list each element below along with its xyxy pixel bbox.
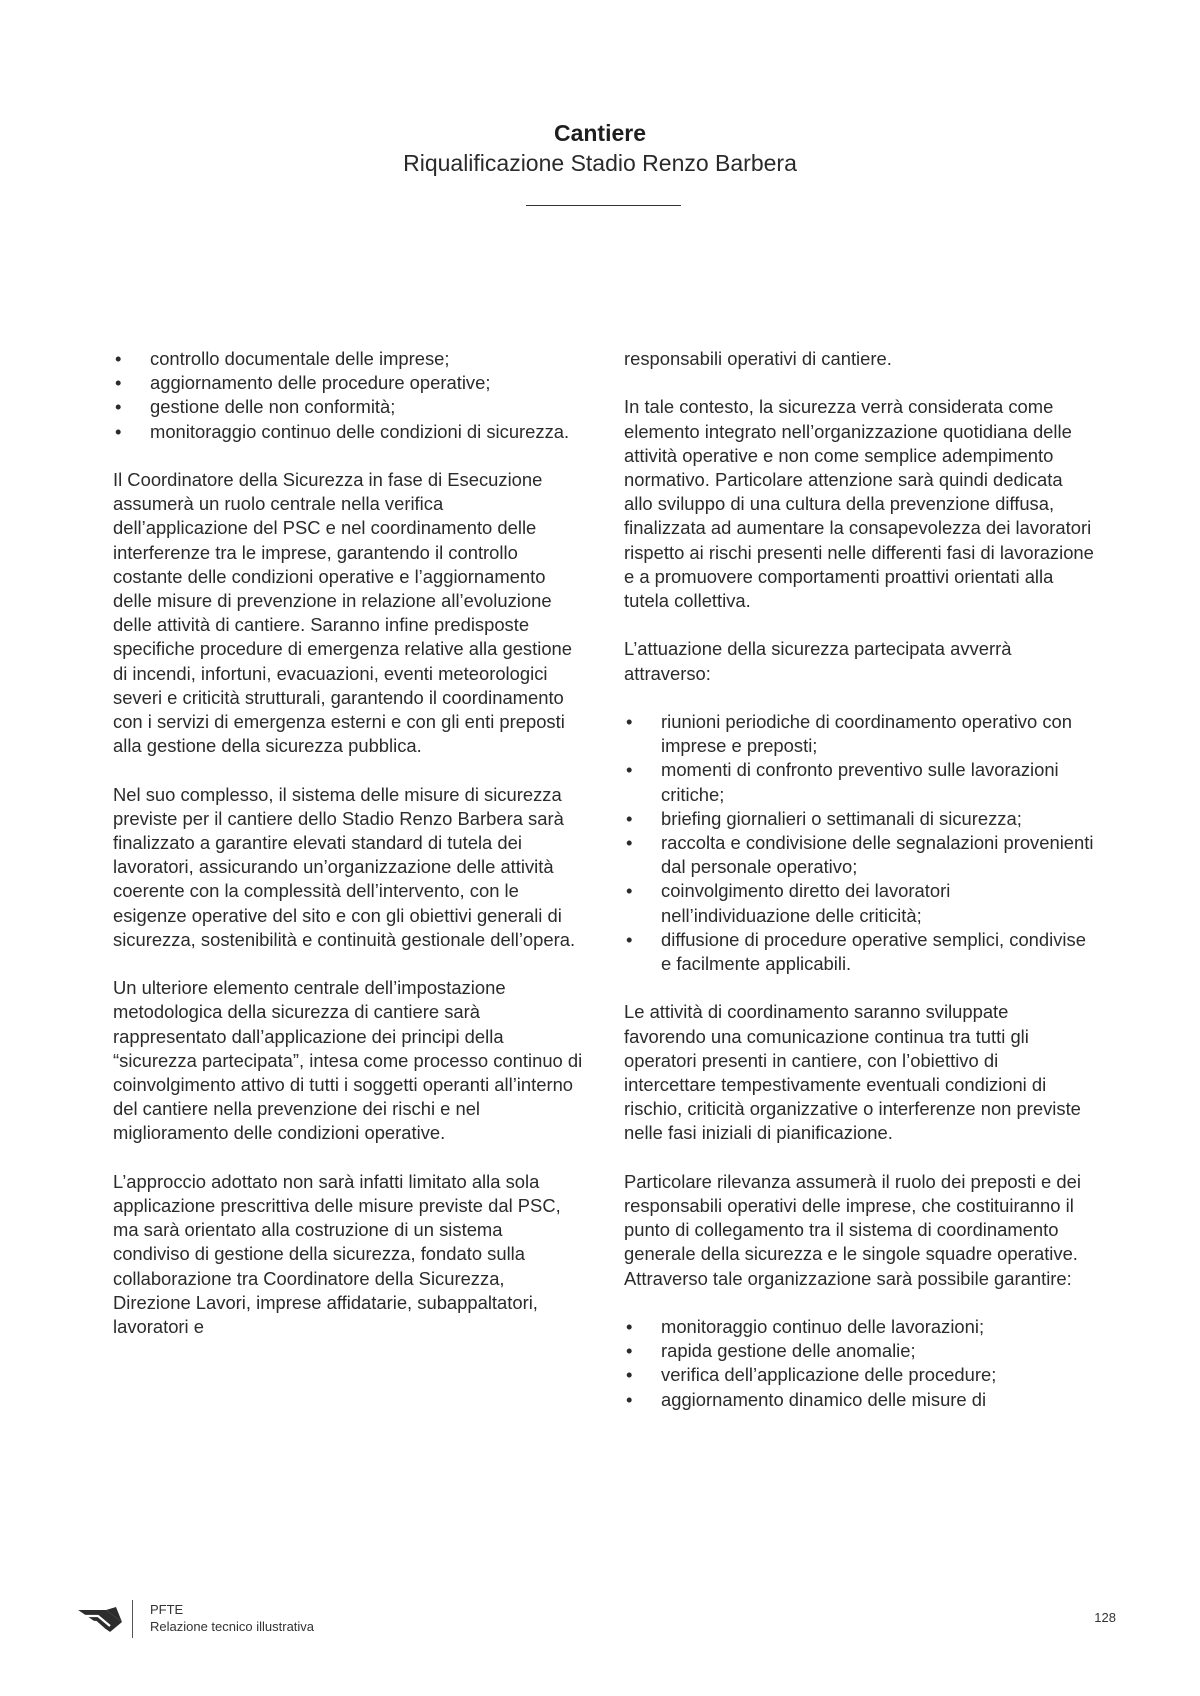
paragraph-coordination: Le attività di coordinamento saranno sviluppate favorendo una comunicazione continua tra tutti gli operatori presenti in cantiere, con l’obiettivo di intercettare tempestivamente eventuali condizioni di rischio, criticità organizzative o interferenze non previste nelle fasi iniziali di pianificazione.	[624, 1001, 1081, 1144]
paragraph-approach: L’approccio adottato non sarà infatti limitato alla sola applicazione prescrittiva delle misure previste dal PSC, ma sarà orientato alla costruzione di un sistema condiviso di gestione della sicurezza, fondato sulla collaborazione tra Coordinatore della Sicurezza, Direzione Lavori, imprese affidatarie, subappaltatori, lavoratori e	[113, 1170, 561, 1338]
list-item: • raccolta e condivisione delle segnalazioni provenienti dal personale operativo;	[624, 831, 1094, 879]
footer-document-label	[150, 1601, 314, 1635]
bullet-list-checks	[113, 347, 583, 444]
paragraph-context: In tale contesto, la sicurezza verrà considerata come elemento integrato nell’organizzazione quotidiana delle attività operative e non come semplice adempimento normativo. Particolare attenzione sarà quindi dedicata allo sviluppo di una cultura della prevenzione diffusa, finalizzata ad aumentare la consapevolezza dei lavoratori rispetto ai rischi presenti nelle differenti fasi di lavorazione e a promuovere comportamenti proattivi orientati alla tutela collettiva.	[624, 396, 1094, 612]
page-number: 128	[1094, 1610, 1116, 1625]
list-item: • coinvolgimento diretto dei lavoratori nell’individuazione delle criticità;	[624, 879, 1094, 927]
wing-logo-icon	[76, 1602, 124, 1636]
page-footer	[76, 1600, 1136, 1640]
left-column	[113, 347, 583, 1363]
footer-line-1: PFTE	[150, 1602, 184, 1617]
list-item: • riunioni periodiche di coordinamento operativo con imprese e preposti;	[624, 710, 1094, 758]
list-item: • momenti di confronto preventivo sulle lavorazioni critiche;	[624, 758, 1094, 806]
page-header	[0, 118, 1200, 178]
list-item: • monitoraggio continuo delle condizioni di sicurezza.	[113, 420, 583, 444]
title-divider	[526, 205, 681, 206]
footer-line-2: Relazione tecnico illustrativa	[150, 1619, 315, 1634]
list-item: • controllo documentale delle imprese;	[113, 347, 583, 371]
bullet-list-implementation	[624, 710, 1094, 976]
page-title: Cantiere	[553, 120, 647, 146]
list-item: • aggiornamento dinamico delle misure di	[624, 1388, 1094, 1412]
page-subtitle: Riqualificazione Stadio Renzo Barbera	[403, 150, 797, 176]
paragraph-participated-safety: Un ulteriore elemento centrale dell’impostazione metodologica della sicurezza di cantiere sarà rappresentato dall’applicazione dei principi della “sicurezza partecipata”, intesa come processo continuo di coinvolgimento attivo di tutti i soggetti operanti all’interno del cantiere nella prevenzione dei rischi e nel miglioramento delle condizioni operative.	[113, 977, 583, 1144]
footer-separator	[132, 1600, 133, 1638]
list-item: • aggiornamento delle procedure operative;	[113, 371, 583, 395]
paragraph-implementation-intro: L’attuazione della sicurezza partecipata avverrà attraverso:	[624, 638, 1012, 684]
list-item: • monitoraggio continuo delle lavorazioni;	[624, 1315, 1094, 1339]
list-item: • briefing giornalieri o settimanali di sicurezza;	[624, 807, 1094, 831]
list-item: • gestione delle non conformità;	[113, 395, 583, 419]
right-column	[624, 347, 1094, 1436]
list-item: • verifica dell’applicazione delle procedure;	[624, 1363, 1094, 1387]
bullet-list-guarantees	[624, 1315, 1094, 1412]
paragraph-overall-system: Nel suo complesso, il sistema delle misure di sicurezza previste per il cantiere dello Stadio Renzo Barbera sarà finalizzato a garantire elevati standard di tutela dei lavoratori, assicurando un’organizzazione delle attività coerente con la complessità dell’intervento, con le esigenze operative del sito e con gli obiettivi generali di sicurezza, sostenibilità e continuità gestionale dell’opera.	[113, 783, 576, 950]
paragraph-supervisors: Particolare rilevanza assumerà il ruolo dei preposti e dei responsabili operativi delle imprese, che costituiranno il punto di collegamento tra il sistema di coordinamento generale della sicurezza e le singole squadre operative. Attraverso tale organizzazione sarà possibile garantire:	[624, 1170, 1081, 1289]
paragraph-continuation: responsabili operativi di cantiere.	[624, 348, 892, 369]
paragraph-coordinator: Il Coordinatore della Sicurezza in fase di Esecuzione assumerà un ruolo centrale nella verifica dell’applicazione del PSC e nel coordinamento delle interferenze tra le imprese, garantendo il controllo costante delle condizioni operative e l’aggiornamento delle misure di prevenzione in relazione all’evoluzione delle attività di cantiere. Saranno infine predisposte specifiche procedure di emergenza relative alla gestione di incendi, infortuni, evacuazioni, eventi meteorologici severi e criticità strutturali, garantendo il coordinamento con i servizi di emergenza esterni e con gli enti preposti alla gestione della sicurezza pubblica.	[113, 469, 573, 757]
list-item: • rapida gestione delle anomalie;	[624, 1339, 1094, 1363]
list-item: • diffusione di procedure operative semplici, condivise e facilmente applicabili.	[624, 928, 1094, 976]
